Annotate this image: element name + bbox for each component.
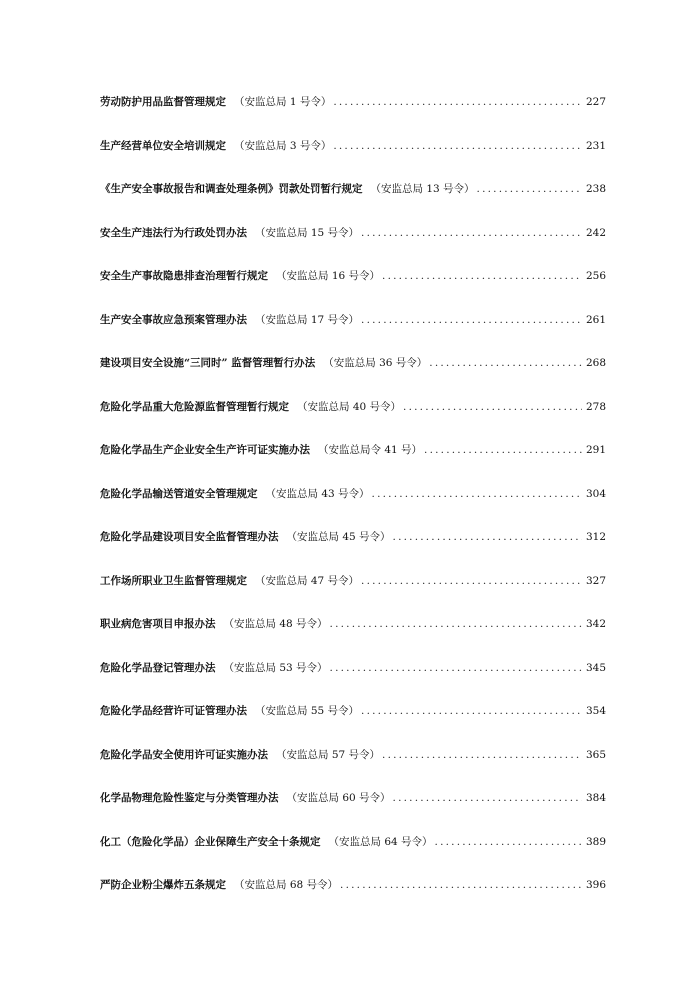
toc-entry[interactable] xyxy=(100,790,606,834)
toc-entry-order: （安监总局 57 号令） xyxy=(276,748,381,761)
toc-entry[interactable] xyxy=(100,399,606,443)
toc-entry[interactable] xyxy=(100,181,606,225)
dot-leader xyxy=(330,618,582,630)
toc-entry[interactable] xyxy=(100,94,606,138)
toc-entry-order: （安监总局 36 号令） xyxy=(323,357,428,369)
dot-leader xyxy=(361,227,582,239)
toc-entry[interactable] xyxy=(100,268,606,312)
dot-leader xyxy=(382,270,582,282)
toc-entry[interactable] xyxy=(100,442,606,486)
toc-entry[interactable] xyxy=(100,225,606,269)
toc-entry[interactable] xyxy=(100,660,606,704)
dot-leader xyxy=(340,879,582,891)
toc-entry-page: 242 xyxy=(585,226,606,239)
toc-entry-title: 危险化学品登记管理办法 xyxy=(100,661,216,674)
toc-entry[interactable] xyxy=(100,312,606,356)
toc-entry-order: （安监总局 3 号令） xyxy=(234,139,332,152)
toc-entry-page: 268 xyxy=(585,357,606,369)
toc-entry[interactable] xyxy=(100,529,606,573)
toc-entry-page: 256 xyxy=(585,270,606,282)
toc-entry-title: 安全生产事故隐患排查治理暂行规定 xyxy=(100,270,268,282)
toc-entry-order: （安监总局 43 号令） xyxy=(265,487,370,500)
toc-entry-title: 生产安全事故应急预案管理办法 xyxy=(100,313,247,326)
toc-entry[interactable] xyxy=(100,877,606,921)
toc-entry-page: 396 xyxy=(585,879,606,891)
toc-entry-order: （安监总局 45 号令） xyxy=(286,531,391,543)
dot-leader xyxy=(393,531,582,543)
toc-entry-page: 231 xyxy=(585,139,606,152)
dot-leader xyxy=(393,792,582,804)
toc-entry-order: （安监总局 68 号令） xyxy=(234,879,339,891)
dot-leader xyxy=(361,575,582,587)
toc-entry[interactable] xyxy=(100,573,606,617)
toc-entry-page: 327 xyxy=(585,574,606,587)
toc-entry-page: 304 xyxy=(585,487,606,500)
toc-entry-order: （安监总局 55 号令） xyxy=(255,705,360,717)
toc-entry-order: （安监总局 13 号令） xyxy=(370,183,475,195)
toc-entry-title: 危险化学品生产企业安全生产许可证实施办法 xyxy=(100,444,310,456)
toc-entry-title: 危险化学品建设项目安全监督管理办法 xyxy=(100,531,279,543)
toc-entry-page: 227 xyxy=(585,96,606,108)
toc-entry-page: 238 xyxy=(585,183,606,195)
toc-entry[interactable] xyxy=(100,486,606,530)
toc-entry-title: 危险化学品安全使用许可证实施办法 xyxy=(100,748,268,761)
dot-leader xyxy=(429,357,582,369)
toc-entry-title: 劳动防护用品监督管理规定 xyxy=(100,96,226,108)
toc-entry-page: 278 xyxy=(585,400,606,413)
dot-leader xyxy=(333,140,582,152)
toc-entry[interactable] xyxy=(100,138,606,182)
dot-leader xyxy=(361,705,582,717)
toc-entry-page: 345 xyxy=(585,661,606,674)
dot-leader xyxy=(382,749,582,761)
toc-entry-title: 危险化学品重大危险源监督管理暂行规定 xyxy=(100,400,289,413)
toc-entry-order: （安监总局 17 号令） xyxy=(255,313,360,326)
toc-entry-order: （安监总局 47 号令） xyxy=(255,574,360,587)
dot-leader xyxy=(333,96,582,108)
toc-entry-order: （安监总局 64 号令） xyxy=(328,835,433,848)
toc-entry-title: 工作场所职业卫生监督管理规定 xyxy=(100,574,247,587)
toc-entry-page: 291 xyxy=(585,444,606,456)
toc-entry-title: 生产经营单位安全培训规定 xyxy=(100,139,226,152)
dot-leader xyxy=(361,314,582,326)
toc-entry-order: （安监总局 60 号令） xyxy=(286,792,391,804)
toc-entry-page: 384 xyxy=(585,792,606,804)
toc-entry-title: 严防企业粉尘爆炸五条规定 xyxy=(100,879,226,891)
toc-entry-title: 职业病危害项目申报办法 xyxy=(100,618,216,630)
toc-entry-order: （安监总局 48 号令） xyxy=(223,618,328,630)
toc-entry-page: 354 xyxy=(585,705,606,717)
toc-entry-order: （安监总局令 41 号） xyxy=(318,444,423,456)
toc-entry[interactable] xyxy=(100,703,606,747)
dot-leader xyxy=(424,444,582,456)
toc-entry-title: 危险化学品输送管道安全管理规定 xyxy=(100,487,258,500)
toc-entry-page: 312 xyxy=(585,531,606,543)
toc-entry-order: （安监总局 40 号令） xyxy=(297,400,402,413)
toc-entry-page: 389 xyxy=(585,835,606,848)
dot-leader xyxy=(330,662,582,674)
toc-entry-page: 342 xyxy=(585,618,606,630)
toc-entry-page: 261 xyxy=(585,313,606,326)
toc-entry[interactable] xyxy=(100,834,606,878)
toc-entry-title: 化学品物理危险性鉴定与分类管理办法 xyxy=(100,792,279,804)
toc-entry-title: 建设项目安全设施“三同时” 监督管理暂行办法 xyxy=(100,357,316,369)
dot-leader xyxy=(372,488,582,500)
toc-entry-title: 《生产安全事故报告和调查处理条例》罚款处罚暂行规定 xyxy=(100,183,363,195)
toc-entry-order: （安监总局 16 号令） xyxy=(276,270,381,282)
toc-entry[interactable] xyxy=(100,616,606,660)
dot-leader xyxy=(403,401,582,413)
toc-entry-order: （安监总局 53 号令） xyxy=(223,661,328,674)
toc-entry-order: （安监总局 1 号令） xyxy=(234,96,332,108)
toc-entry-page: 365 xyxy=(585,748,606,761)
toc-entry-title: 危险化学品经营许可证管理办法 xyxy=(100,705,247,717)
toc-entry[interactable] xyxy=(100,355,606,399)
table-of-contents xyxy=(100,94,606,921)
dot-leader xyxy=(435,836,582,848)
toc-entry-title: 化工（危险化学品）企业保障生产安全十条规定 xyxy=(100,835,321,848)
dot-leader xyxy=(477,183,582,195)
toc-entry-title: 安全生产违法行为行政处罚办法 xyxy=(100,226,247,239)
toc-entry-order: （安监总局 15 号令） xyxy=(255,226,360,239)
toc-entry[interactable] xyxy=(100,747,606,791)
